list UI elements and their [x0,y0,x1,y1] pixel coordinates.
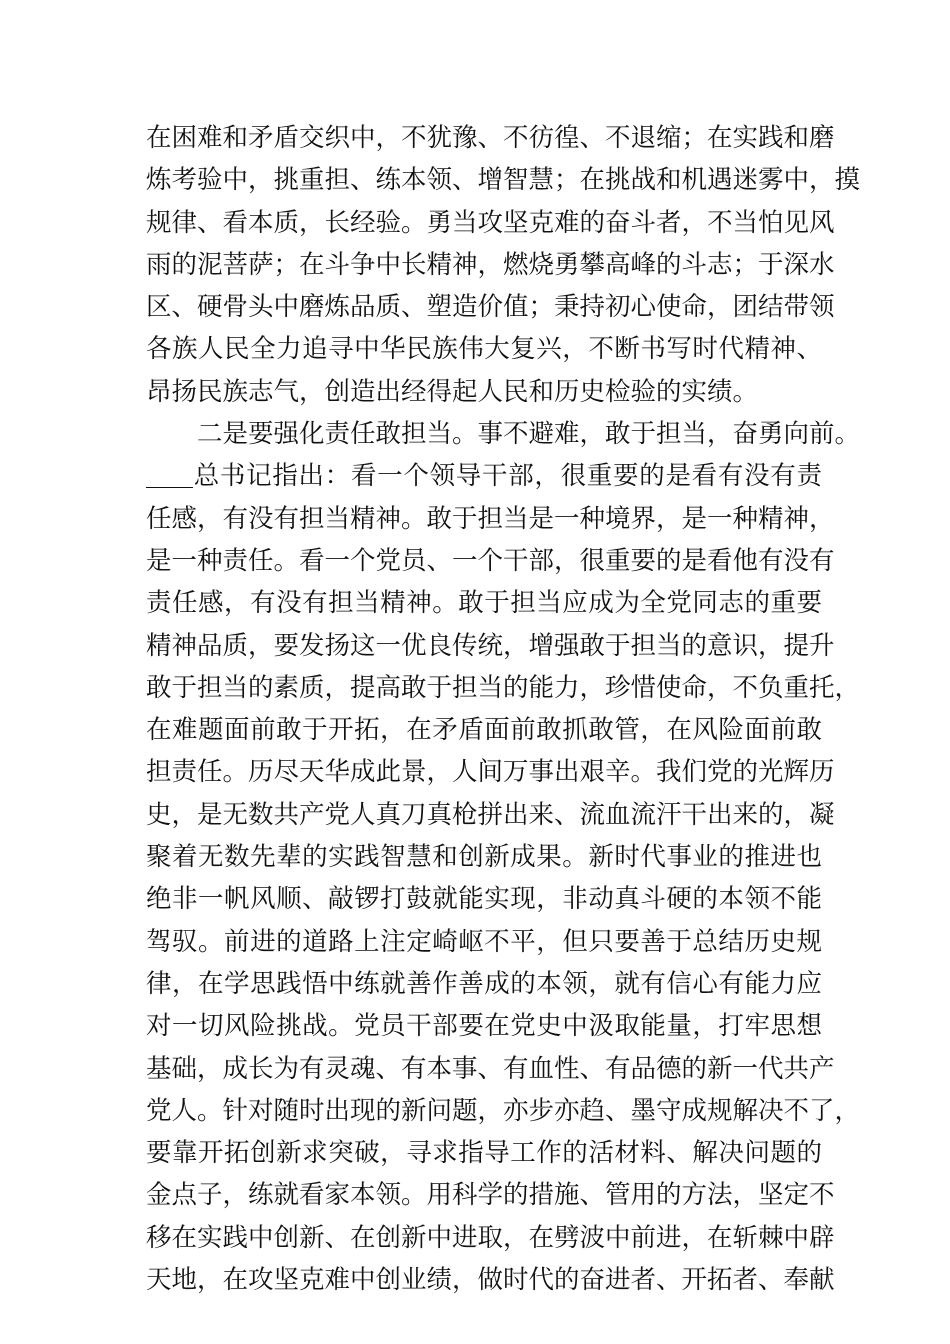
text-line: 要靠开拓创新求突破，寻求指导工作的活材料、解决问题的 [146,1138,822,1169]
text-line: 雨的泥菩萨；在斗争中长精神，燃烧勇攀高峰的斗志；于深水 [146,249,835,280]
text-line: 责任感，有没有担当精神。敢于担当应成为全党同志的重要 [146,588,822,619]
text-line-segment: 总书记指出：看一个领导干部，很重要的是看有没有责 [193,461,822,492]
text-line-with-blank [146,455,822,497]
text-line: 炼考验中，挑重担、练本领、增智慧；在挑战和机遇迷雾中，摸 [146,165,861,196]
text-line: 各族人民全力追寻中华民族伟大复兴，不断书写时代精神、 [146,334,822,365]
text-line: 精神品质，要发扬这一优良传统，增强敢于担当的意识，提升 [146,630,835,661]
text-line: 基础，成长为有灵魂、有本事、有血性、有品德的新一代共产 [146,1053,835,1084]
text-line: 在困难和矛盾交织中，不犹豫、不彷徨、不退缩；在实践和磨 [146,123,835,153]
text-line: 敢于担当的素质，提高敢于担当的能力，珍惜使命，不负重托， [146,672,861,703]
text-line: 在难题面前敢于开拓，在矛盾面前敢抓敢管，在风险面前敢 [146,715,822,746]
text-line: 天地，在攻坚克难中创业绩，做时代的奋进者、开拓者、奉献 [146,1265,835,1296]
text-line: 党人。针对随时出现的新问题，亦步亦趋、墨守成规解决不了， [146,1095,861,1126]
text-line: 金点子，练就看家本领。用科学的措施、管用的方法，坚定不 [146,1180,835,1211]
text-line: 担责任。历尽天华成此景，人间万事出艰辛。我们党的光辉历 [146,757,835,788]
text-line: 绝非一帆风顺、敲锣打鼓就能实现，非动真斗硬的本领不能 [146,884,822,915]
text-line: 昂扬民族志气，创造出经得起人民和历史检验的实绩。 [146,376,759,407]
text-line: 任感，有没有担当精神。敢于担当是一种境界，是一种精神， [146,503,835,534]
text-line: 史，是无数共产党人真刀真枪拼出来、流血流汗干出来的，凝 [146,799,835,830]
text-line: 区、硬骨头中磨炼品质、塑造价值；秉持初心使命，团结带领 [146,292,835,323]
text-line: 聚着无数先辈的实践智慧和创新成果。新时代事业的推进也 [146,842,822,873]
body-text [146,117,861,1301]
text-line: 律，在学思践悟中练就善作善成的本领，就有信心有能力应 [146,968,822,999]
text-line: 规律、看本质，长经验。勇当攻坚克难的奋斗者，不当怕见风 [146,207,835,238]
text-line: 移在实践中创新、在创新中进取，在劈波中前进，在斩棘中辟 [146,1222,835,1253]
text-line: 对一切风险挑战。党员干部要在党史中汲取能量，打牢思想 [146,1011,822,1042]
fill-in-blank [146,485,193,488]
text-line: 驾驭。前进的道路上注定崎岖不平，但只要善于总结历史规 [146,926,822,957]
text-line: 是一种责任。看一个党员、一个干部，很重要的是看他有没有 [146,545,835,576]
paragraph-heading-line: 二是要强化责任敢担当。事不避难，敢于担当，奋勇向前。 [197,419,861,450]
